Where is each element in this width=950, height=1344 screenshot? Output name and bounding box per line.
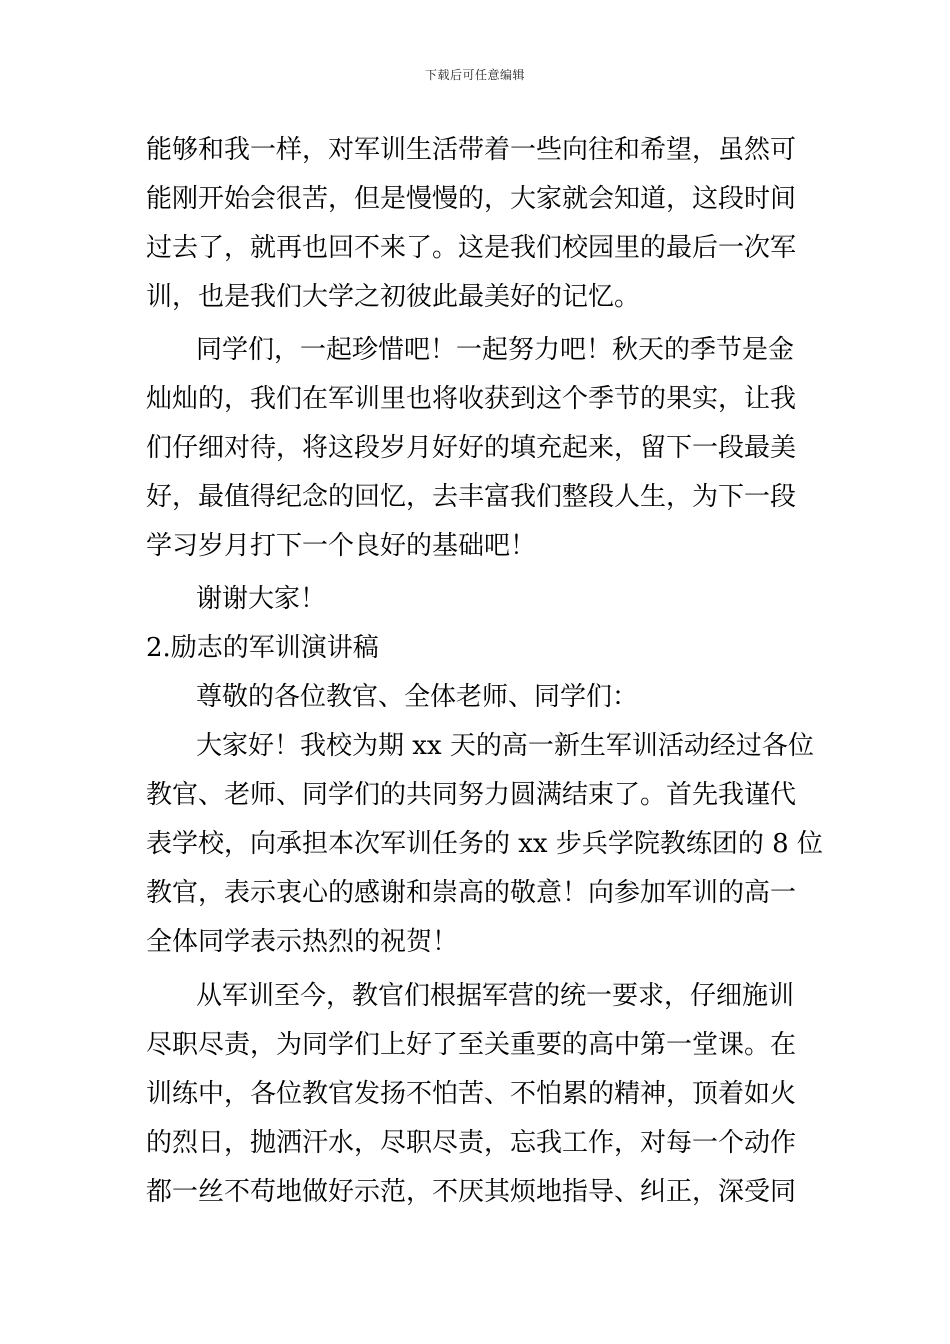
body-line: 训练中，各位教官发扬不怕苦、不怕累的精神，顶着如火 <box>146 1079 797 1109</box>
salutation-line: 尊敬的各位教官、全体老师、同学们： <box>196 682 639 712</box>
body-line: 尽职尽责，为同学们上好了至关重要的高中第一堂课。在 <box>146 1030 797 1060</box>
body-line: 同学们，一起珍惜吧！一起努力吧！秋天的季节是金 <box>196 335 795 365</box>
body-line: 教官，表示衷心的感谢和崇高的敬意！向参加军训的高一 <box>146 878 797 908</box>
body-line: 表学校，向承担本次军训任务的 xx 步兵学院教练团的 8 位 <box>146 829 823 859</box>
body-line: 的烈日，抛洒汗水，尽职尽责，忘我工作，对每一个动作 <box>146 1128 797 1158</box>
closing-line: 谢谢大家！ <box>196 584 327 614</box>
page-header: 下载后可任意编辑 <box>424 68 525 82</box>
section-heading: 2.励志的军训演讲稿 <box>146 633 379 663</box>
body-line: 过去了，就再也回不来了。这是我们校园里的最后一次军 <box>146 233 797 263</box>
body-line: 大家好！我校为期 xx 天的高一新生军训活动经过各位 <box>196 731 814 761</box>
body-line: 训，也是我们大学之初彼此最美好的记忆。 <box>146 282 641 312</box>
body-line: 全体同学表示热烈的祝贺！ <box>146 927 459 957</box>
body-line: 能刚开始会很苦，但是慢慢的，大家就会知道，这段时间 <box>146 184 797 214</box>
body-line: 都一丝不苟地做好示范，不厌其烦地指导、纠正，深受同 <box>146 1177 797 1207</box>
body-line: 从军训至今，教官们根据军营的统一要求，仔细施训 <box>196 981 795 1011</box>
body-line: 好，最值得纪念的回忆，去丰富我们整段人生，为下一段 <box>146 482 797 512</box>
body-line: 们仔细对待，将这段岁月好好的填充起来，留下一段最美 <box>146 433 797 463</box>
body-line: 学习岁月打下一个良好的基础吧！ <box>146 531 537 561</box>
body-line: 灿灿的，我们在军训里也将收获到这个季节的果实，让我 <box>146 384 797 414</box>
body-line: 能够和我一样，对军训生活带着一些向往和希望，虽然可 <box>146 135 797 165</box>
body-line: 教官、老师、同学们的共同努力圆满结束了。首先我谨代 <box>146 780 797 810</box>
